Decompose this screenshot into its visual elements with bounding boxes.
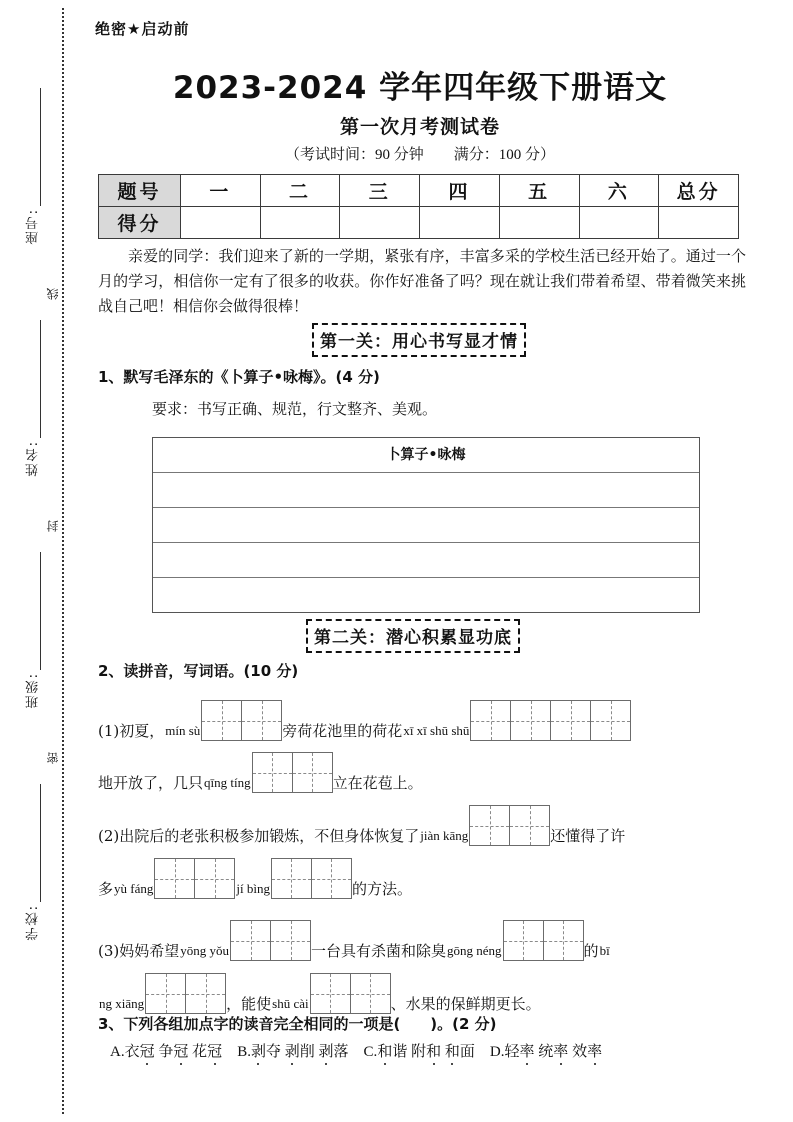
- option-char: 轻: [504, 1044, 520, 1060]
- greeting-paragraph: 亲爱的同学：我们迎来了新的一学期，紧张有序，丰富多采的学校生活已经开始了。通过一个月的学习，相信你一定有了很多的收获。你作好准备了吗？现在就让我们带着希望、带着微笑来挑战自己吧！相信你会做得很棒！: [98, 249, 746, 315]
- sentence-text: (1)初夏，: [98, 722, 165, 740]
- sentence-text: 的方法。: [351, 880, 412, 898]
- poem-title: 卜算子•咏梅: [386, 447, 466, 463]
- tianzige-group-1-1-2[interactable]: [470, 700, 631, 741]
- q2-item-3-line-1[interactable]: [98, 920, 793, 961]
- pinyin-text: jí bìng: [236, 881, 270, 896]
- option-char: 和: [426, 1040, 441, 1061]
- question-3-options[interactable]: [110, 1040, 790, 1061]
- tianzige-cell[interactable]: [470, 700, 511, 741]
- option-char: 和: [377, 1040, 392, 1061]
- seal-word-mi: 密: [46, 752, 60, 764]
- tianzige-group-1-2-1[interactable]: [252, 752, 333, 793]
- tianzige-cell[interactable]: [194, 858, 235, 899]
- score-table-col-6: 六: [579, 175, 659, 207]
- option-key: B.: [237, 1044, 251, 1060]
- sentence-text: 旁荷花池里的荷花: [282, 722, 403, 740]
- table-row-question-numbers: [99, 175, 739, 207]
- pinyin-text: bī: [599, 943, 610, 958]
- option-char: 率: [587, 1040, 602, 1061]
- sentence-text: 立在花苞上。: [332, 774, 423, 792]
- option-char: 谐: [392, 1044, 408, 1060]
- option-char: 率: [553, 1040, 568, 1061]
- score-table-col-4: 四: [420, 175, 500, 207]
- option-char: 冠: [140, 1040, 155, 1061]
- tianzige-cell[interactable]: [145, 973, 186, 1014]
- score-table-rowhead-question: 题号: [99, 175, 181, 207]
- table-row-scores: [99, 207, 739, 239]
- option-char: 和: [445, 1040, 460, 1061]
- sentence-text: 多: [98, 880, 114, 898]
- option-char: 剥: [251, 1040, 266, 1061]
- option-char: 效: [572, 1044, 588, 1060]
- seal-dotted-line: [62, 8, 64, 1114]
- question-3-option-C[interactable]: [364, 1044, 475, 1060]
- score-table: [98, 174, 739, 239]
- tianzige-cell[interactable]: [271, 858, 312, 899]
- tianzige-cell[interactable]: [230, 920, 271, 961]
- pinyin-text: jiàn kāng: [420, 828, 469, 843]
- pinyin-text: yōng yǒu: [180, 943, 229, 958]
- tianzige-cell[interactable]: [350, 973, 391, 1014]
- pinyin-text: qīng tíng: [204, 775, 251, 790]
- option-char: 统: [538, 1044, 554, 1060]
- pinyin-text: gōng néng: [447, 943, 502, 958]
- tianzige-cell[interactable]: [510, 700, 551, 741]
- option-char: 争: [158, 1044, 174, 1060]
- poem-write-row-4[interactable]: [153, 578, 699, 613]
- tianzige-cell[interactable]: [543, 920, 584, 961]
- poem-write-row-1[interactable]: [153, 473, 699, 508]
- seal-rule-4: [40, 784, 41, 902]
- section-banner-2: 第二关：潜心积累显功底: [306, 619, 520, 653]
- q2-item-1-line-2[interactable]: [98, 752, 793, 793]
- poem-write-row-3[interactable]: [153, 543, 699, 578]
- score-cell-total[interactable]: [659, 207, 739, 239]
- pinyin-text: yù fáng: [114, 881, 154, 896]
- sealing-margin: [0, 0, 90, 1122]
- option-char: 冠: [207, 1040, 222, 1061]
- score-cell-5[interactable]: [499, 207, 579, 239]
- pinyin-text: ng xiāng: [99, 996, 145, 1011]
- option-separator: [349, 1044, 364, 1060]
- sentence-text: 、水果的保鲜期更长。: [390, 995, 541, 1013]
- tianzige-cell[interactable]: [201, 700, 242, 741]
- option-char: 冠: [173, 1040, 188, 1061]
- score-table-rowhead-score: 得分: [99, 207, 181, 239]
- option-char: 花: [192, 1044, 208, 1060]
- score-table-col-total: 总分: [659, 175, 739, 207]
- question-3-option-A[interactable]: [110, 1044, 222, 1060]
- pinyin-text: mín sù: [165, 723, 201, 738]
- sentence-text: 一台具有杀菌和除臭: [311, 942, 447, 960]
- q2-item-1-line-1[interactable]: [98, 700, 793, 741]
- page-subtitle: 第一次月考测试卷: [339, 116, 500, 138]
- score-table-col-5: 五: [499, 175, 579, 207]
- tianzige-cell[interactable]: [154, 858, 195, 899]
- sentence-text: (2)出院后的老张积极参加锻炼，不但身体恢复了: [98, 827, 420, 845]
- question-3-stem: 3、下列各组加点字的读音完全相同的一项是( )。(2 分): [98, 1015, 497, 1033]
- tianzige-group-3-1-2[interactable]: [503, 920, 584, 961]
- seal-rule-1: [40, 88, 41, 206]
- seal-word-feng: 封: [46, 520, 60, 532]
- sentence-text: 地开放了，几只: [98, 774, 204, 792]
- sentence-text: 还懂得了许: [550, 827, 626, 845]
- option-key: C.: [363, 1044, 378, 1060]
- question-3-option-D[interactable]: [490, 1044, 602, 1060]
- q2-item-2-line-2[interactable]: [98, 858, 793, 899]
- question-1-stem: 1、默写毛泽东的《卜算子•咏梅》。(4 分): [98, 368, 380, 386]
- poem-answer-box[interactable]: [152, 437, 700, 613]
- tianzige-cell[interactable]: [469, 805, 510, 846]
- option-char: 剥: [285, 1040, 300, 1061]
- sentence-text: ，能使: [226, 995, 272, 1013]
- seal-rule-3: [40, 552, 41, 670]
- tianzige-group-2-2-2[interactable]: [271, 858, 352, 899]
- score-cell-4[interactable]: [420, 207, 500, 239]
- tianzige-group-3-2-1[interactable]: [145, 973, 226, 1014]
- tianzige-cell[interactable]: [590, 700, 631, 741]
- seal-label-seat-number: 座号:: [26, 208, 41, 245]
- tianzige-group-3-1-1[interactable]: [230, 920, 311, 961]
- pinyin-text: xī xī shū shū: [403, 723, 470, 738]
- exam-sheet: [90, 0, 793, 1122]
- question-3-option-B[interactable]: [237, 1044, 348, 1060]
- seal-rule-2: [40, 320, 41, 438]
- tianzige-group-2-2-1[interactable]: [154, 858, 235, 899]
- tianzige-cell[interactable]: [241, 700, 282, 741]
- option-separator: [475, 1044, 490, 1060]
- option-key: A.: [110, 1044, 125, 1060]
- option-char: 剥: [319, 1040, 334, 1061]
- tianzige-cell[interactable]: [509, 805, 550, 846]
- tianzige-group-2-1-1[interactable]: [469, 805, 550, 846]
- poem-title-row: [153, 438, 699, 473]
- option-char: 率: [520, 1040, 535, 1061]
- sentence-text: 的: [583, 942, 599, 960]
- score-cell-1[interactable]: [181, 207, 261, 239]
- option-key: D.: [489, 1044, 505, 1060]
- score-cell-6[interactable]: [579, 207, 659, 239]
- q2-item-2-line-1[interactable]: [98, 805, 793, 846]
- option-char: 衣: [124, 1044, 140, 1060]
- section-banner-1: 第一关：用心书写显才情: [312, 323, 526, 357]
- tianzige-cell[interactable]: [252, 752, 293, 793]
- tianzige-cell[interactable]: [310, 973, 351, 1014]
- option-char: 夺: [265, 1044, 281, 1060]
- question-1-requirement: 要求：书写正确、规范，行文整齐、美观。: [152, 402, 438, 418]
- tianzige-cell[interactable]: [270, 920, 311, 961]
- option-char: 附: [411, 1044, 427, 1060]
- score-table-col-3: 三: [340, 175, 420, 207]
- tianzige-cell[interactable]: [311, 858, 352, 899]
- q2-item-3-line-2[interactable]: [98, 973, 793, 1014]
- sentence-text: (3)妈妈希望: [98, 942, 180, 960]
- option-separator: [222, 1044, 237, 1060]
- option-char: 削: [299, 1044, 315, 1060]
- tianzige-cell[interactable]: [550, 700, 591, 741]
- score-cell-2[interactable]: [260, 207, 340, 239]
- exam-meta: （考试时间：90 分钟 满分：100 分）: [284, 147, 555, 163]
- seal-label-name: 姓名:: [26, 440, 41, 477]
- score-table-col-2: 二: [260, 175, 340, 207]
- question-2-stem: 2、读拼音，写词语。(10 分): [98, 662, 299, 680]
- tianzige-group-3-2-2[interactable]: [310, 973, 391, 1014]
- seal-label-class: 班级:: [26, 672, 41, 709]
- seal-label-school: 学校:: [26, 904, 41, 941]
- option-char: 落: [333, 1044, 349, 1060]
- pinyin-text: shū cài: [272, 996, 309, 1011]
- option-char: 面: [459, 1044, 475, 1060]
- tianzige-group-1-1-1[interactable]: [201, 700, 282, 741]
- tianzige-cell[interactable]: [185, 973, 226, 1014]
- score-table-col-1: 一: [181, 175, 261, 207]
- tianzige-cell[interactable]: [503, 920, 544, 961]
- seal-word-xian: 线: [46, 288, 60, 300]
- secret-notice: 绝密★启动前: [95, 20, 190, 38]
- poem-write-row-2[interactable]: [153, 508, 699, 543]
- tianzige-cell[interactable]: [292, 752, 333, 793]
- score-cell-3[interactable]: [340, 207, 420, 239]
- page-title: 2023-2024 学年四年级下册语文: [172, 70, 668, 106]
